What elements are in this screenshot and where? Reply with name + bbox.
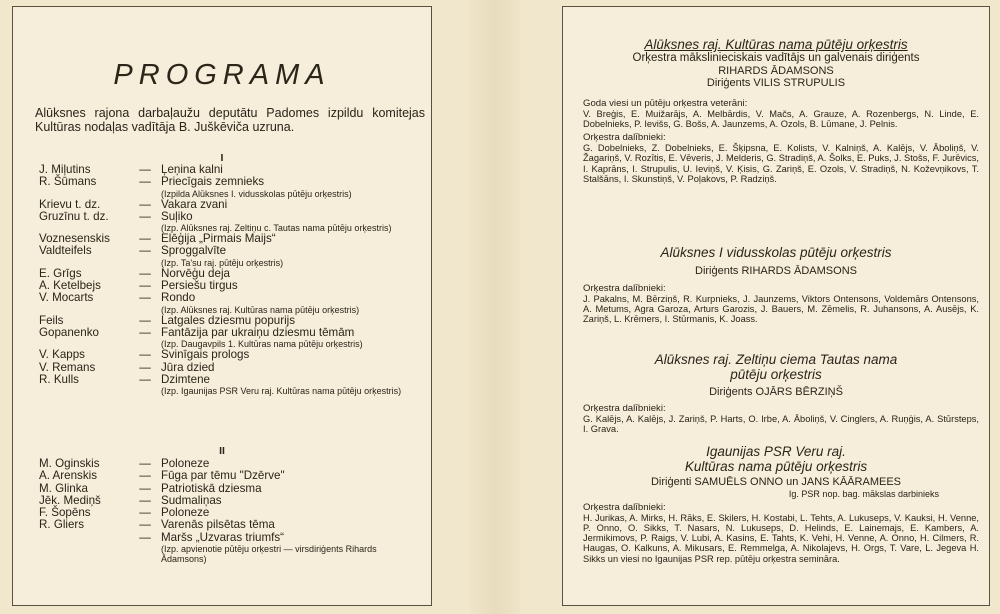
programme-item [39, 292, 424, 304]
composer-name: F. Šopēns [39, 506, 91, 520]
dash-separator: — [139, 325, 151, 339]
programme-item [39, 280, 424, 292]
orchestra-heading-2: pūtēju orķestris [730, 367, 822, 382]
dash-separator: — [139, 530, 151, 544]
work-title: Patriotiskā dziesma [161, 481, 262, 495]
dash-separator: — [139, 469, 151, 483]
work-title: Sudmaliņas [161, 493, 222, 507]
work-title: Norvēģu deja [161, 266, 230, 280]
programme-item [39, 374, 424, 386]
programme-item [39, 176, 424, 188]
members-label: Orķestra dalībnieki: [583, 402, 666, 414]
composer-name: A. Ketelbejs [39, 279, 101, 293]
work-title: Varenās pilsētas tēma [161, 518, 275, 532]
composer-name: R. Kulls [39, 372, 79, 386]
orchestra-block-zeltini [563, 352, 989, 434]
work-title: Persiešu tirgus [161, 279, 238, 293]
orchestra-block-school [563, 245, 989, 324]
orchestra-conductor-2: Diriģents VILIS STRUPULIS [706, 77, 846, 89]
performer-note: (Izp. Daugavpils 1. Kultūras nama pūtēju orķestris) [161, 339, 363, 350]
composer-name: Jēk. Mediņš [39, 493, 101, 507]
members-label: Orķestra dalībnieki: [583, 501, 666, 513]
orchestra-heading: Alūksnes I vidusskolas pūtēju orķestris [660, 245, 892, 260]
dash-separator: — [139, 481, 151, 495]
right-page [562, 6, 990, 606]
programme-item [39, 470, 424, 482]
performer-note: (Izpilda Alūksnes I. vidusskolas pūtēju orķestris) [161, 188, 352, 199]
orchestra-heading: Igaunijas PSR Veru raj. [706, 444, 846, 459]
members-list: G. Dobelnieks, Z. Dobelnieks, E. Šķipsna, E. Kolists, V. Kalniņš, A. Kalējs, V. Āboliņš, V. Žagariņš, V. Rozītis, E. Vēveris, J. Melderis, G. Stradiņš, A. Šolks, E. Puks, J. Stošs, F. Jurēvics, I. Kaprāns, I. Strupulis, U. Ieviņš, V. Ķisis, G. Zariņš, E. Ozols, V. Stradiņš, N. Koževņikovs, T. Stalšāns, I. Skunstiņš, V. Poļakovs, P. Radziņš. [583, 143, 979, 184]
programme-item [39, 211, 424, 223]
orchestra-heading: Alūksnes raj. Zeltiņu ciema Tautas nama [654, 352, 898, 367]
dash-separator: — [139, 360, 151, 374]
dash-separator: — [139, 457, 151, 470]
programme-item [39, 233, 424, 245]
intro-paragraph: Alūksnes rajona darbaļaužu deputātu Padomes izpildu komitejas Kultūras nodaļas vadītāja B. Juškēviča uzruna. [35, 106, 425, 134]
composer-name: Voznesenskis [39, 232, 110, 246]
composer-name: Gruzīnu t. dz. [39, 209, 109, 223]
veterans-list: V. Breģis, E. Muižarājs, A. Melbārdis, V. Mačs, A. Grauze, A. Rozenbergs, N. Linde, E. Dobelnieks, P. Ievišs, G. Bošs, A. Jaunzems, A. Ozols, B. Lūmane, J. Pelnis. [583, 108, 979, 129]
composer-name: R. Gliers [39, 518, 85, 532]
composer-name [39, 532, 129, 544]
work-title: Poloneze [161, 457, 210, 470]
dash-separator: — [139, 266, 151, 280]
dash-separator: — [139, 175, 151, 189]
work-title: Fūga par tēmu "Dzērve" [161, 469, 285, 483]
composer-name: M. Glinka [39, 481, 88, 495]
orchestra-block-culture-house [563, 37, 989, 184]
composer-name: Feils [39, 313, 64, 327]
programme-item [39, 495, 424, 507]
members-label: Orķestra dalībnieki: [583, 282, 666, 294]
part-one-label: I [220, 152, 224, 164]
work-title: Ļeņina kalni [161, 163, 223, 176]
performer-note: (Izp. apvienotie pūtēju orķestri — virsdiriģents Rihards Ādamsons) [161, 544, 377, 565]
dash-separator: — [139, 313, 151, 327]
programme-item [39, 519, 424, 531]
members-list: J. Pakalns, M. Bērziņš, R. Kurpnieks, J. Jaunzems, Viktors Ontensons, Voldemārs Ontensons, A. Metums, Agra Garoza, Arturs Garozis, J. Bauers, M. Zēmelis, R. Juhansons, A. Ausējs, K. Zariņš, L. Krēmers, I. Stūrmanis, K. Joass. [583, 293, 979, 325]
dash-separator: — [139, 372, 151, 386]
composer-name: Gopanenko [39, 325, 99, 339]
composer-name: M. Oginskis [39, 457, 100, 470]
orchestra-conductor: Diriģents OJĀRS BĒRZIŅŠ [709, 386, 843, 398]
dash-separator: — [139, 348, 151, 362]
programme-title: PROGRAMA [113, 59, 331, 91]
work-title: Maršs „Uzvaras triumfs“ [161, 530, 285, 544]
veterans-label: Goda viesi un pūtēju orķestra veterāni: [583, 97, 748, 109]
orchestra-heading: Alūksnes raj. Kultūras nama pūtēju orķestris [644, 37, 908, 52]
work-title: Sproggalvīte [161, 244, 227, 258]
orchestra-conductor: RIHARDS ĀDAMSONS [718, 64, 834, 77]
programme-item [39, 327, 424, 339]
work-title: Priecīgais zemnieks [161, 175, 265, 189]
programme-item [39, 532, 424, 544]
composer-name: E. Grīgs [39, 266, 82, 280]
dash-separator: — [139, 506, 151, 520]
performer-note: (Izp. Alūksnes raj. Zeltiņu c. Tautas nama pūtēju orķestris) [161, 223, 392, 234]
dash-separator: — [139, 493, 151, 507]
composer-name: J. Miļutins [39, 163, 91, 176]
members-label: Orķestra dalībnieki: [583, 132, 666, 144]
dash-separator: — [139, 518, 151, 532]
programme-item [39, 362, 424, 374]
dash-separator: — [139, 232, 151, 246]
dash-separator: — [139, 209, 151, 223]
fold-gutter [470, 0, 520, 614]
work-title: Vakara zvani [161, 197, 228, 211]
work-title: Suļiko [161, 209, 193, 223]
work-title: Svinīgais prologs [161, 348, 250, 362]
dash-separator: — [139, 163, 151, 176]
work-title: Rondo [161, 291, 196, 305]
dash-separator: — [139, 244, 151, 258]
part-one-list [39, 164, 424, 396]
orchestra-block-veru [563, 444, 989, 564]
part-two-label: II [219, 445, 225, 457]
members-list: G. Kalējs, A. Kalējs, J. Zariņš, P. Harts, O. Irbe, A. Āboliņš, V. Cinglers, A. Ruņģis, A. Stūrsteps, I. Grava. [583, 413, 979, 434]
composer-name: Krievu t. dz. [39, 197, 101, 211]
composer-name: V. Remans [39, 360, 96, 374]
orchestra-line: Orķestra mākslinieciskais vadītājs un galvenais diriģents [632, 52, 920, 64]
part-two-list [39, 458, 424, 564]
orchestra-heading-2: Kultūras nama pūtēju orķestris [684, 459, 868, 474]
orchestra-conductor-title: Ig. PSR nop. bag. mākslas darbinieks [788, 488, 939, 499]
composer-name: R. Šūmans [39, 175, 97, 189]
left-page [12, 6, 432, 606]
dash-separator: — [139, 197, 151, 211]
composer-name: V. Kapps [39, 348, 85, 362]
dash-separator: — [139, 291, 151, 305]
members-list: H. Jurikas, A. Mirks, H. Rāks, E. Skilers, H. Kostabi, L. Tehts, A. Lukuseps, V. Kauksi, H. Venne, P. Onno, O. Sikks, T. Nasars, N. Lukuseps, D. Helinds, E. Lainemajs, E. Kambers, A. Jermikimovs, P. Raigs, V. Lubi, A. Kasins, E. Tahts, K. Vehi, H. Venne, A. Onno, H. Cilmers, R. Haugas, O. Kalkuns, A. Mikusars, E. Remmelga, A. Nikolajevs, H. Orgs, T. Vare, L. Jegeva H. Sikks un viesi no Igaunijas PSR rep. pūtēju orķestra semināra. [583, 512, 979, 564]
performer-note: (Izp. Igaunijas PSR Veru raj. Kultūras nama pūtēju orķestris) [161, 386, 402, 397]
dash-separator: — [139, 279, 151, 293]
composer-name: V. Mocarts [39, 291, 94, 305]
programme-item [39, 349, 424, 361]
orchestra-conductor: Diriģenti SAMUĒLS ONNO un JANS KĀĀRAMEES [650, 476, 902, 488]
composer-name: Valdteifels [39, 244, 92, 258]
composer-name: A. Arenskis [39, 469, 97, 483]
performer-note: (Izp. Alūksnes raj. Kultūras nama pūtēju orķestris) [161, 304, 360, 315]
work-title: Jūra dzied [161, 360, 215, 374]
work-title: Poloneze [161, 506, 210, 520]
performer-note: (Izp. Ta'su raj. pūtēju orķestris) [161, 257, 284, 268]
work-title: Latgales dziesmu popurijs [161, 313, 296, 327]
work-title: Fantāzija par ukraiņu dziesmu tēmām [161, 325, 355, 339]
work-title: Dzimtene [161, 372, 210, 386]
orchestra-conductor: Diriģents RIHARDS ĀDAMSONS [695, 265, 857, 277]
work-title: Elēģija „Pirmais Maijs“ [161, 232, 276, 246]
programme-item [39, 245, 424, 257]
